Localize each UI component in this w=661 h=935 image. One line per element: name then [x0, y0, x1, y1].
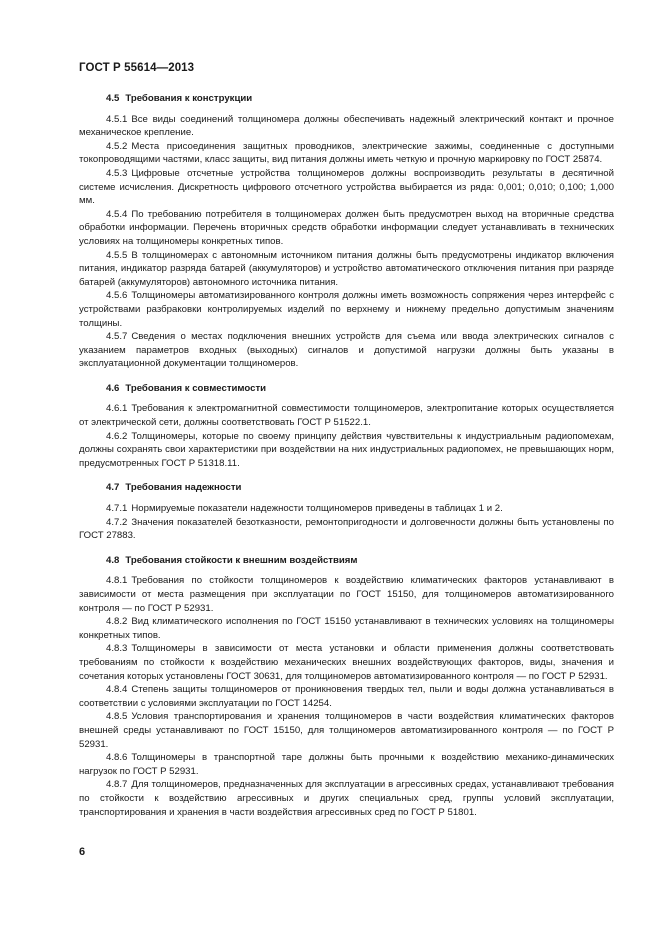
clause-number: 4.8.7: [106, 779, 128, 791]
clause-number: 4.8.1: [106, 575, 128, 587]
clause-text: Цифровые отсчетные устройства толщиномеров должны воспроизводить результаты в десятичной системе исчисления. Дискретность цифрового отсчетного устройства выбирается из ряда: 0,001; 0,010; 0,100; 1,000 мм.: [79, 167, 614, 207]
clause-text: Толщиномеры в транспортной таре должны быть прочными к воздействию механико-динамических нагрузок по ГОСТ Р 52931.: [79, 752, 614, 777]
clause-text: Места присоединения защитных проводников, электрические зажимы, соединенные с доступными токопроводящими частями, класс защиты, вид питания должны иметь четкую и прочную маркировку по ГОСТ 25874.: [79, 140, 614, 166]
clause-text: Значения показателей безотказности, ремонтопригодности и долговечности должны быть установлены по ГОСТ 27883.: [79, 516, 614, 542]
clause-text: Все виды соединений толщиномера должны обеспечивать надежный электрический контакт и прочное механическое крепление.: [79, 113, 614, 139]
clause-4-8-3: [79, 642, 614, 683]
clause-4-5-1: [79, 113, 614, 140]
clause-4-7-2: [79, 516, 614, 543]
clause-number: 4.8.5: [106, 711, 128, 723]
section-4-6: [79, 382, 614, 471]
clause-number: 4.7.1: [106, 503, 128, 515]
section-heading: [79, 92, 614, 106]
clause-number: 4.5.7: [106, 331, 128, 343]
clause-4-8-5: [79, 710, 614, 751]
clause-number: 4.6.2: [106, 430, 128, 442]
section-title: Требования стойкости к внешним воздействиям: [125, 554, 358, 566]
clause-number: 4.5.3: [106, 167, 128, 179]
section-number: 4.7: [106, 482, 120, 494]
clause-number: 4.5.2: [106, 140, 128, 152]
clause-number: 4.6.1: [106, 403, 128, 415]
clause-4-8-6: [79, 751, 614, 778]
section-4-7: [79, 481, 614, 542]
clause-4-8-2: [79, 615, 614, 642]
clause-number: 4.5.4: [106, 208, 128, 220]
clause-number: 4.5.6: [106, 290, 128, 302]
clause-text: Толщиномеры автоматизированного контроля должны иметь возможность сопряжения через интерфейс с устройствами разбраковки контролируемых изделий по верхнему и нижнему предельно допустимым значениям толщины.: [79, 290, 614, 329]
clause-text: Толщиномеры, которые по своему принципу действия чувствительны к индустриальным радиопомехам, должны сохранять свои характеристики при воздействии на них индустриальных радиопомех, не превышающих норм, предусмотренных ГОСТ Р 51318.11.: [79, 430, 614, 469]
clause-4-6-1: [79, 402, 614, 429]
clause-text: По требованию потребителя в толщиномерах должен быть предусмотрен выход на вторичные средства обработки информации. Перечень вторичных средств обработки информации следует устанавливать в технических условиях на толщиномеры конкретных типов.: [79, 208, 614, 247]
section-heading: [79, 382, 614, 396]
clause-number: 4.8.6: [106, 752, 128, 764]
clause-4-6-2: [79, 430, 614, 471]
section-title: Требования надежности: [125, 482, 242, 494]
clause-number: 4.8.4: [106, 684, 128, 696]
clause-text: Толщиномеры в зависимости от места установки и области применения должны соответствовать требованиям по стойкости к воздействию механических внешних воздействующих факторов, виды, значения и сочетания которых установлены ГОСТ 30631, для толщиномеров автоматизированного контроля — по ГОСТ Р 52931.: [79, 643, 614, 682]
clause-number: 4.7.2: [106, 516, 128, 528]
clause-4-8-1: [79, 574, 614, 615]
clause-4-5-7: [79, 330, 614, 371]
section-heading: [79, 554, 614, 568]
clause-text: В толщиномерах с автономным источником питания должны быть предусмотрены индикатор включения питания, индикатор разряда батарей (аккумуляторов) и устройство автоматического отключения питания при разряде батарей (аккумуляторов) автономного источника питания.: [79, 249, 614, 288]
clause-4-8-7: [79, 778, 614, 819]
clause-4-5-2: [79, 140, 614, 167]
section-number: 4.5: [106, 93, 120, 104]
clause-number: 4.8.2: [106, 616, 128, 628]
clause-text: Вид климатического исполнения по ГОСТ 15150 устанавливают в технических условиях на толщиномеры конкретных типов.: [79, 616, 614, 641]
section-heading: [79, 481, 614, 495]
clause-number: 4.5.5: [106, 249, 128, 261]
clause-4-7-1: [79, 502, 614, 516]
section-number: 4.6: [106, 382, 120, 394]
section-4-5: [79, 92, 614, 371]
clause-4-5-3: [79, 167, 614, 208]
clause-4-5-4: [79, 208, 614, 249]
clause-4-5-6: [79, 289, 614, 330]
document-body: [79, 92, 614, 830]
clause-text: Нормируемые показатели надежности толщиномеров приведены в таблицах 1 и 2.: [131, 503, 503, 515]
clause-4-8-4: [79, 683, 614, 710]
section-4-8: [79, 554, 614, 819]
clause-text: Степень защиты толщиномеров от проникновения твердых тел, пыли и воды должна устанавливаться в соответствии с условиями эксплуатации по ГОСТ 14254.: [79, 684, 614, 709]
clause-text: Требования по стойкости толщиномеров к воздействию климатических факторов устанавливают в зависимости от места размещения при эксплуатации по ГОСТ 15150, для толщиномеров автоматизированного контроля — по ГОСТ Р 52931.: [79, 575, 614, 614]
section-title: Требования к совместимости: [125, 382, 267, 394]
clause-text: Для толщиномеров, предназначенных для эксплуатации в агрессивных средах, устанавливают требования по стойкости к воздействию агрессивных и других специальных сред, группы условий эксплуатации, транспортирования и хранения в части воздействия агрессивных сред по ГОСТ Р 51801.: [79, 779, 614, 818]
section-title: Требования к конструкции: [125, 93, 253, 104]
clause-4-5-5: [79, 249, 614, 290]
clause-text: Требования к электромагнитной совместимости толщиномеров, электропитание которых осуществляется от электрической сети, должны соответствовать ГОСТ Р 51522.1.: [79, 403, 614, 429]
clause-number: 4.5.1: [106, 113, 128, 125]
clause-text: Сведения о местах подключения внешних устройств для съема или ввода электрических сигналов с указанием параметров входных (выходных) сигналов и допустимой нагрузки должны быть указаны в эксплуатационной документации толщиномеров.: [79, 331, 614, 370]
document-header: ГОСТ Р 55614—2013: [79, 62, 195, 74]
page-number: 6: [79, 846, 86, 858]
clause-text: Условия транспортирования и хранения толщиномеров в части воздействия климатических факторов внешней среды устанавливают по ГОСТ 15150, для толщиномеров автоматизированного контроля — по ГОСТ Р 52931.: [79, 711, 614, 750]
clause-number: 4.8.3: [106, 643, 128, 655]
section-number: 4.8: [106, 554, 120, 566]
